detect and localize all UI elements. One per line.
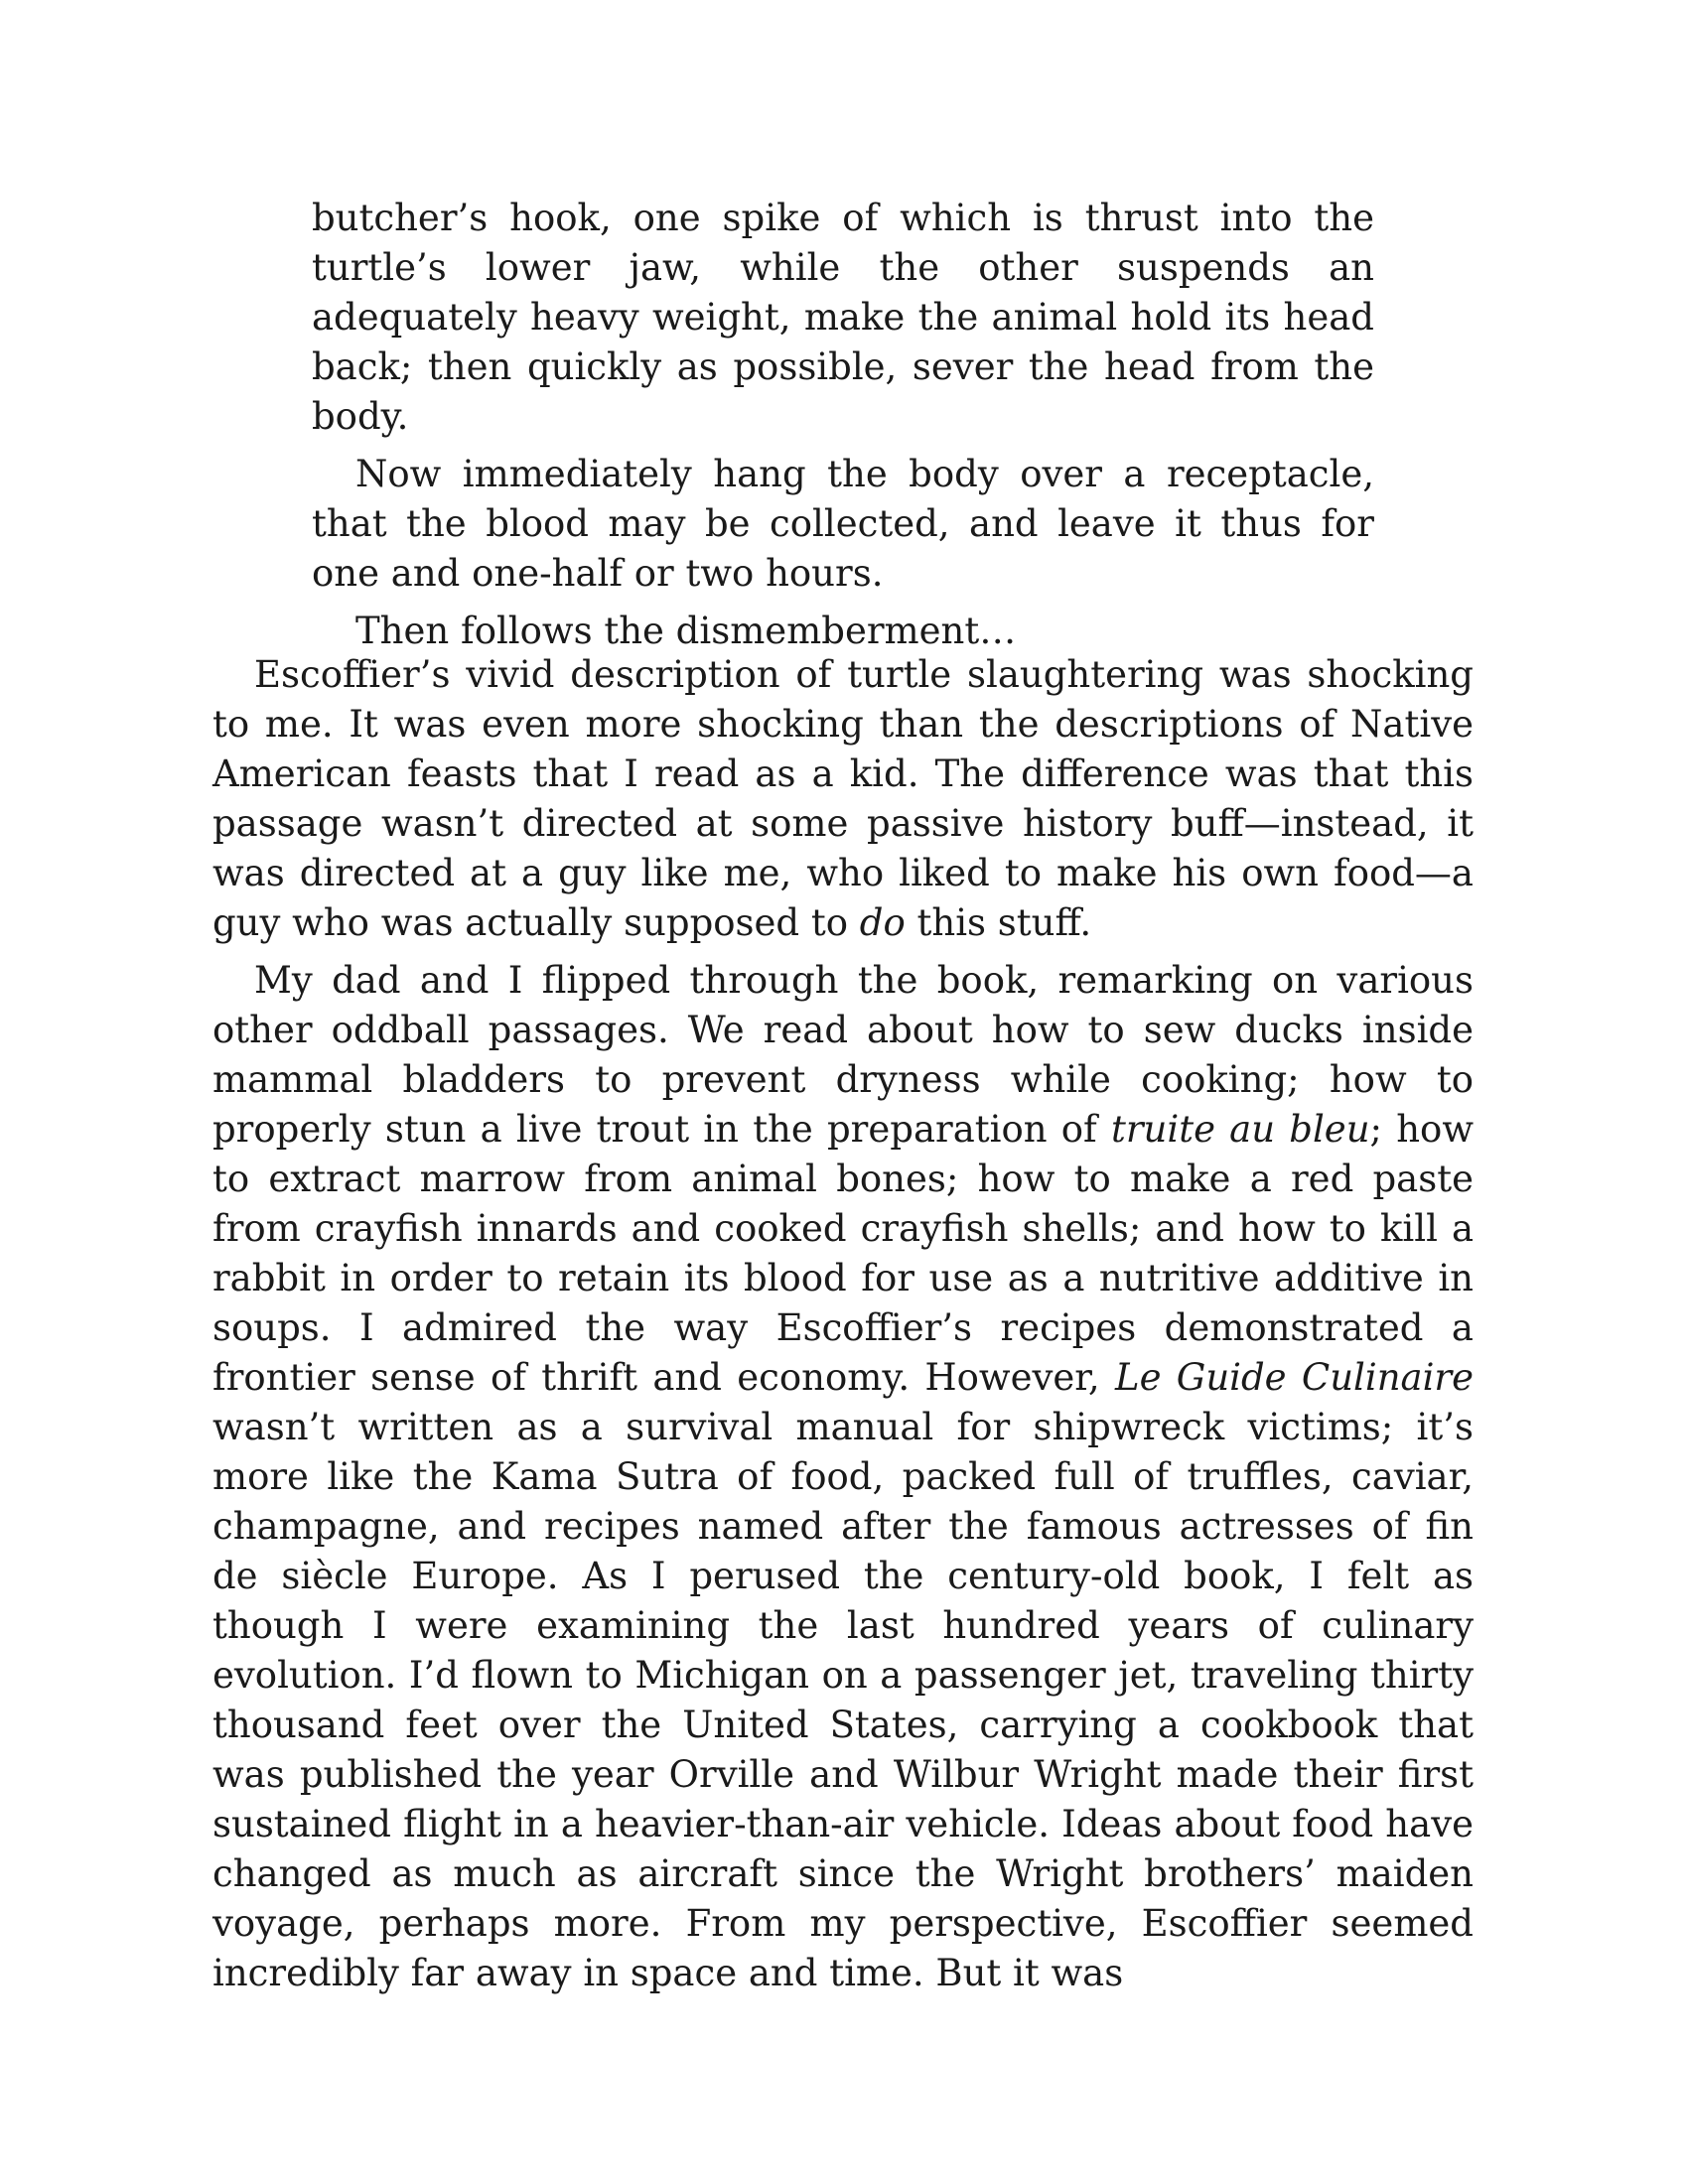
body-p2-text-a: My dad and I flipped through the book, remarking on various other oddball passages. We read about how to sew ducks inside mammal bladders to prevent dryness while cooking; how to properly stun a live trout in the preparation of bbox=[212, 959, 1474, 1151]
body-p1-text-a: Escoffier’s vivid description of turtle slaughtering was shocking to me. It was even more shocking than the descriptions of Native American feasts that I read as a kid. The difference was that this passage wasn’t directed at some passive history buff—instead, it was directed at a guy like me, who liked to make his own food—a guy who was actually supposed to bbox=[212, 653, 1474, 944]
body-p1-text-b: this stuff. bbox=[905, 901, 1092, 944]
quote-paragraph-2: Now immediately hang the body over a receptacle, that the blood may be collected, and leave it thus for one and one-half or two hours. bbox=[312, 453, 1374, 595]
quote-paragraph-1: butcher’s hook, one spike of which is thrust into the turtle’s lower jaw, while the other suspends an adequately heavy weight, make the animal hold its head back; then quickly as possible, sever the head from the body. bbox=[312, 197, 1374, 438]
body-p2-text-c: wasn’t written as a survival manual for shipwreck victims; it’s more like the Kama Sutra of food, packed full of truffles, caviar, champagne, and recipes named after the famous actresses of fin de siècle Europe. As I perused the century-old book, I felt as though I were examining the last hundred years of culinary evolution. I’d flown to Michigan on a passenger jet, traveling thirty thousand feet over the United States, carrying a cookbook that was published the year Orville and Wilbur Wright made their first sustained flight in a heavier-than-air vehicle. Ideas about food have changed as much as aircraft since the Wright brothers’ maiden voyage, perhaps more. From my perspective, Escoffier seemed incredibly far away in space and time. But it was bbox=[212, 1406, 1474, 1994]
block-quote bbox=[312, 194, 1374, 664]
body-p2-text-b: ; how to extract marrow from animal bones; how to make a red paste from crayfish innards and cooked crayfish shells; and how to kill a rabbit in order to retain its blood for use as a nutritive additive in soups. I admired the way Escoffier’s recipes demonstrated a frontier sense of thrift and economy. However, bbox=[212, 1108, 1475, 1399]
body-paragraph-1 bbox=[212, 650, 1474, 948]
body-p2-emphasis-1: truite au bleu bbox=[1110, 1108, 1370, 1151]
body-text bbox=[212, 650, 1474, 2006]
quote-paragraph-3: Then follows the dismemberment… bbox=[355, 610, 1017, 652]
body-p1-emphasis: do bbox=[859, 901, 906, 944]
body-p2-emphasis-2: Le Guide Culinaire bbox=[1115, 1356, 1475, 1399]
body-paragraph-2 bbox=[212, 956, 1474, 1998]
